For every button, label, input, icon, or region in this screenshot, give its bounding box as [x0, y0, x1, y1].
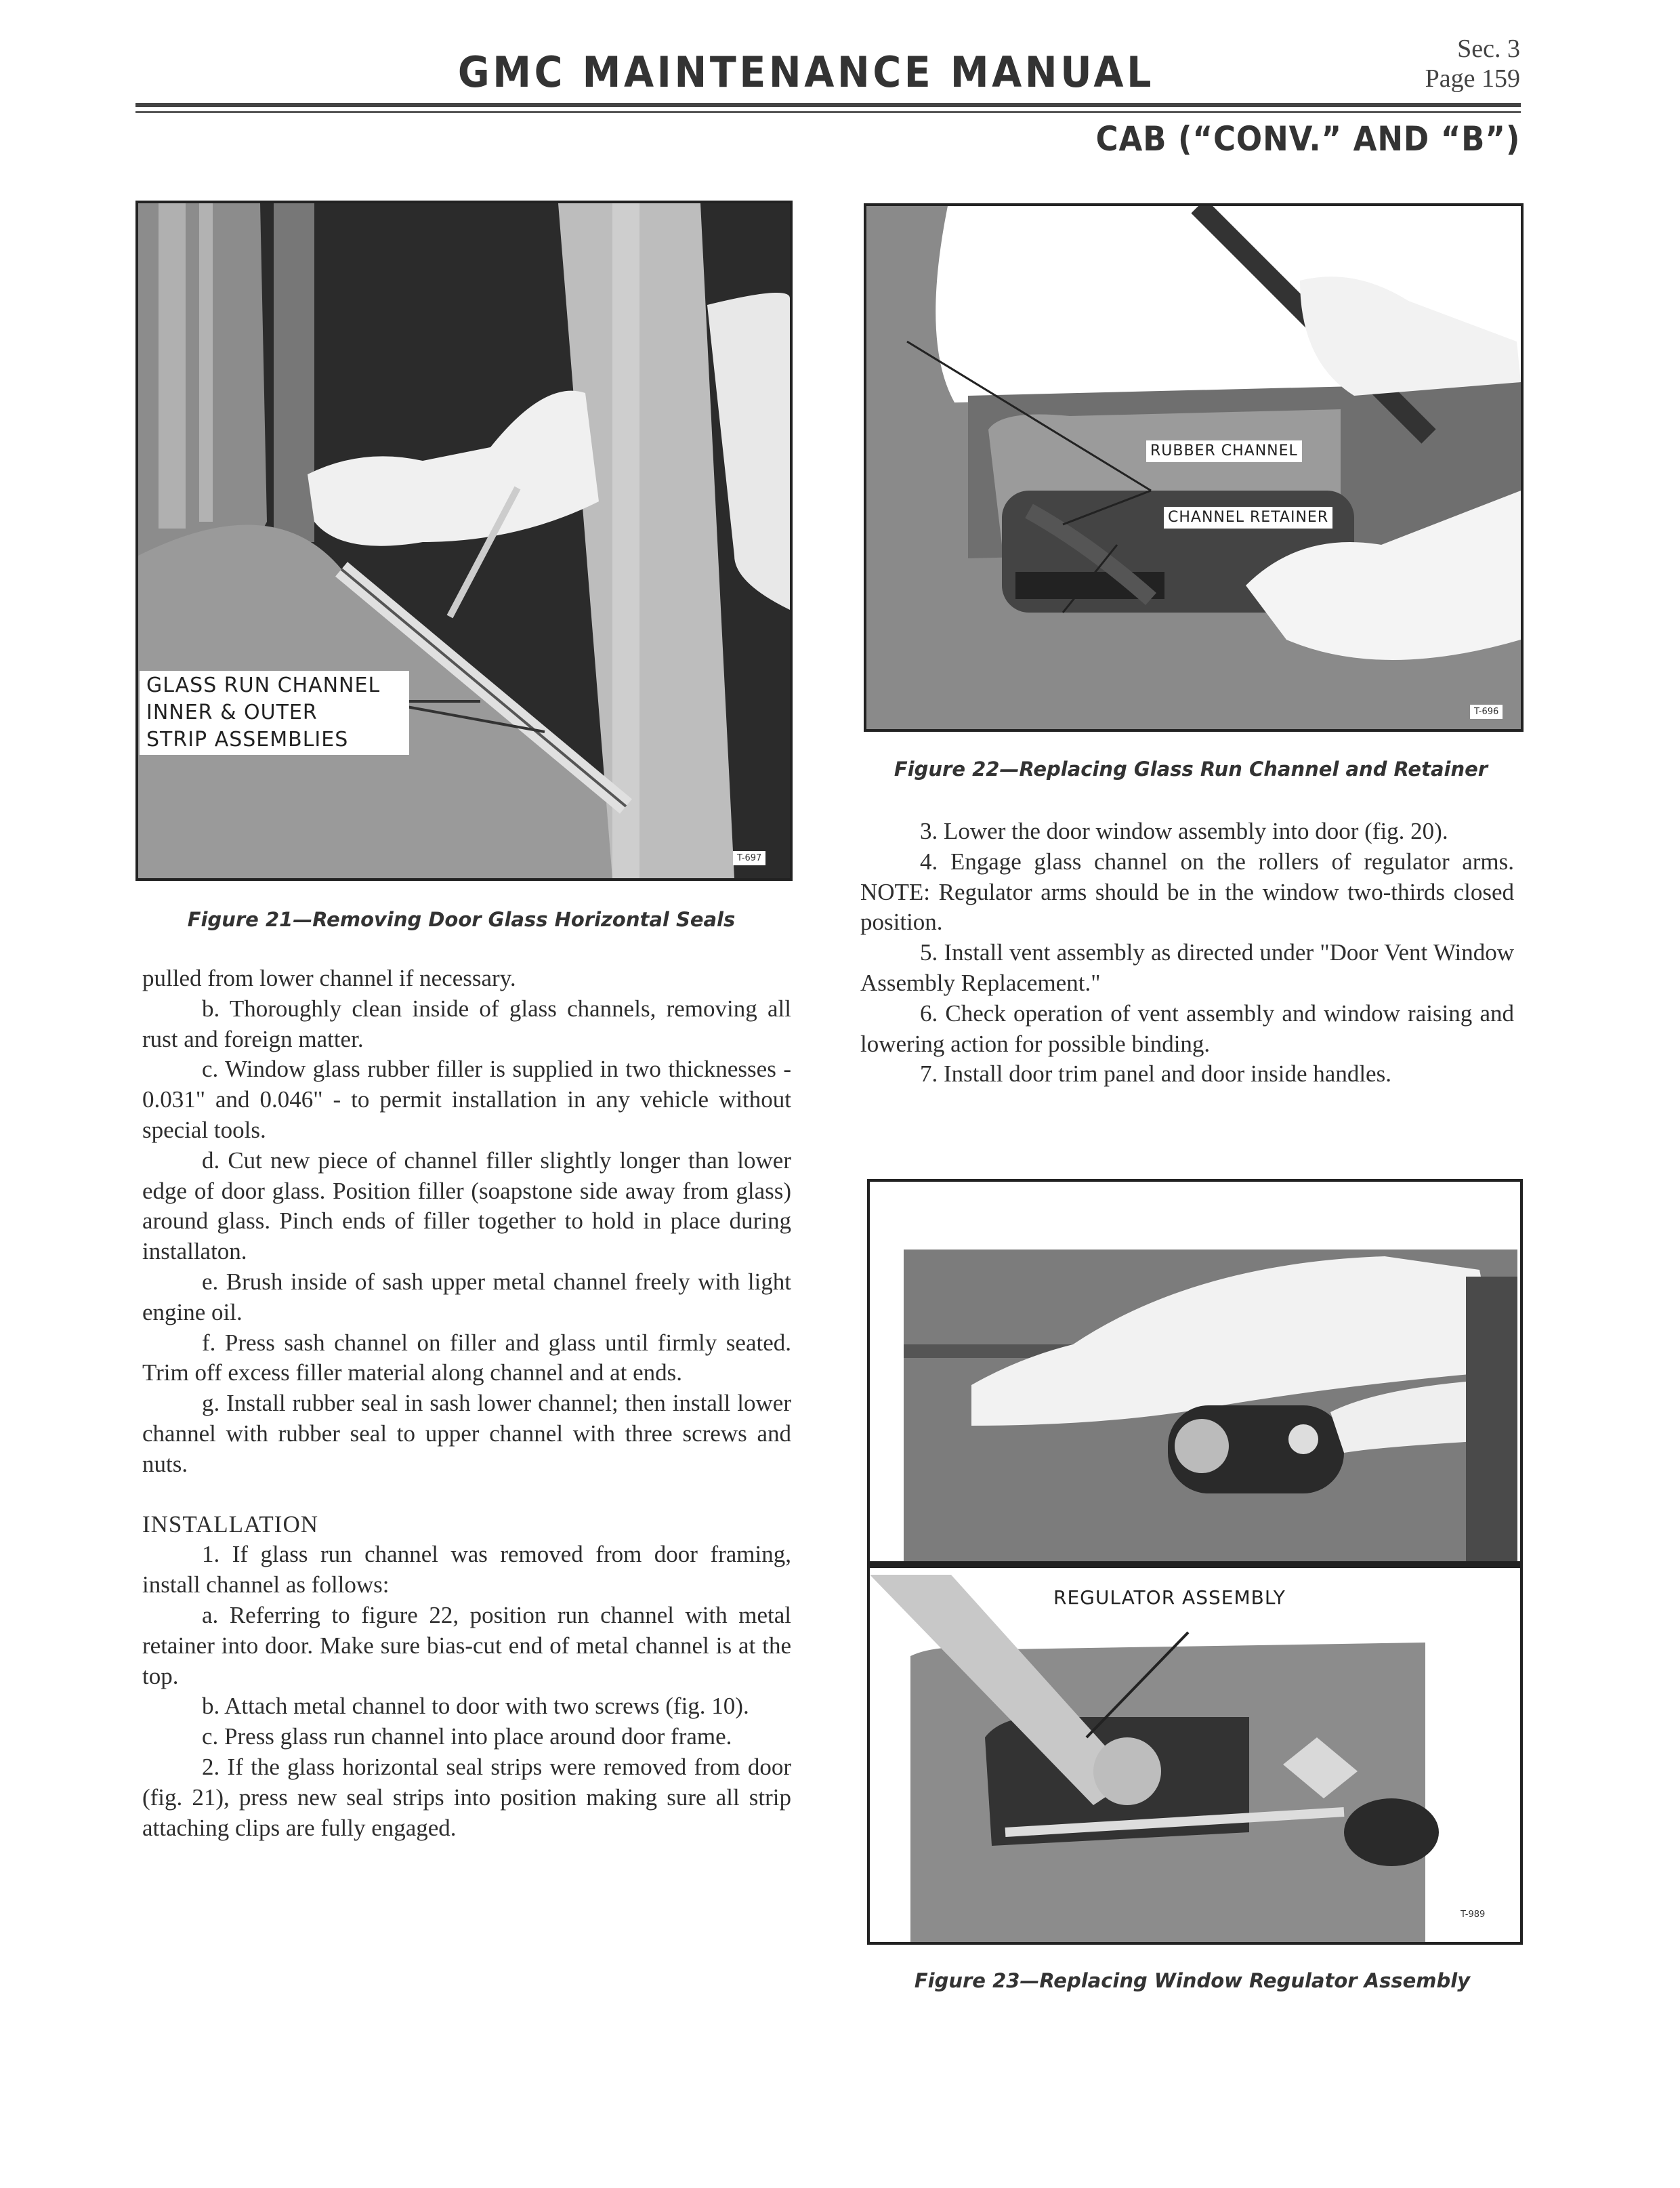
figure-21-photo	[135, 201, 793, 881]
figure-22-code: T-696	[1470, 705, 1503, 719]
paragraph: 2. If the glass horizontal seal strips were removed from door (fig. 21), press new seal strips into position making sure all strip attaching clips are fully engaged.	[142, 1753, 791, 1841]
figure-22-callout-channel-retainer: CHANNEL RETAINER	[1164, 507, 1332, 529]
paragraph: b. Attach metal channel to door with two screws (fig. 10).	[202, 1693, 749, 1720]
page-number: Page 159	[1425, 64, 1520, 93]
callout-line: GLASS RUN CHANNEL	[146, 674, 381, 697]
paragraph: pulled from lower channel if necessary.	[142, 965, 516, 991]
paragraph: 1. If glass run channel was removed from door framing, install channel as follows:	[142, 1541, 791, 1598]
paragraph: 5. Install vent assembly as directed under "Door Vent Window Assembly Replacement."	[860, 939, 1514, 996]
manual-title: GMC MAINTENANCE MANUAL	[457, 47, 1155, 97]
figure-22-photo	[864, 203, 1524, 732]
section-page-info	[1425, 34, 1520, 94]
right-text-column	[860, 817, 1514, 1090]
paragraph: b. Thoroughly clean inside of glass channels, removing all rust and foreign matter.	[142, 995, 791, 1052]
figure-22-illustration	[866, 206, 1521, 729]
paragraph: c. Press glass run channel into place around door frame.	[202, 1723, 732, 1750]
paragraph: 3. Lower the door window assembly into door (fig. 20).	[920, 818, 1448, 844]
installation-heading: INSTALLATION	[142, 1510, 318, 1537]
figure-22-caption: Figure 22—Replacing Glass Run Channel and Retainer	[894, 758, 1488, 781]
paragraph: 4. Engage glass channel on the rollers of regulator arms. NOTE: Regulator arms should be in the window two-thirds closed position.	[860, 848, 1514, 936]
section-subtitle: CAB (“CONV.” AND “B”)	[1095, 119, 1520, 159]
section-number: Sec. 3	[1457, 35, 1520, 63]
paragraph: f. Press sash channel on filler and glass until firmly seated. Trim off excess filler material along channel and at ends.	[142, 1329, 791, 1386]
callout-line: INNER & OUTER	[146, 701, 318, 724]
figure-23-callout-regulator-assembly: REGULATOR ASSEMBLY	[1053, 1586, 1286, 1609]
header-rule-thick	[135, 103, 1521, 107]
header-rule-thin	[135, 111, 1521, 113]
paragraph: a. Referring to figure 22, position run channel with metal retainer into door. Make sure bias-cut end of metal channel is at the top.	[142, 1601, 791, 1689]
paragraph: d. Cut new piece of channel filler slightly longer than lower edge of door glass. Position filler (soapstone side away from glass) around glass. Pinch ends of filler together to hold in place during installaton.	[142, 1147, 791, 1265]
paragraph: c. Window glass rubber filler is supplied in two thicknesses - 0.031" and 0.046" - to permit installation in any vehicle without special tools.	[142, 1056, 791, 1143]
spacer	[142, 1480, 791, 1510]
paragraph: g. Install rubber seal in sash lower channel; then install lower channel with rubber seal to upper channel with three screws and nuts.	[142, 1390, 791, 1477]
figure-21-code: T-697	[733, 851, 765, 865]
callout-line: STRIP ASSEMBLIES	[146, 728, 349, 751]
figure-21-illustration	[138, 203, 790, 878]
figure-23-code: T-989	[1456, 1907, 1489, 1922]
figure-22-callout-rubber-channel: RUBBER CHANNEL	[1146, 440, 1302, 462]
figure-23-caption: Figure 23—Replacing Window Regulator Assembly	[914, 1969, 1471, 1992]
figure-21-callout	[140, 671, 409, 755]
figure-23-illustration	[870, 1182, 1520, 1942]
paragraph: 6. Check operation of vent assembly and window raising and lowering action for possible binding.	[860, 999, 1514, 1057]
paragraph: 7. Install door trim panel and door inside handles.	[920, 1060, 1391, 1088]
figure-23-photo	[867, 1179, 1523, 1945]
paragraph: e. Brush inside of sash upper metal channel freely with light engine oil.	[142, 1268, 791, 1325]
figure-21-caption: Figure 21—Removing Door Glass Horizontal Seals	[187, 908, 736, 931]
left-text-column	[142, 964, 791, 1843]
